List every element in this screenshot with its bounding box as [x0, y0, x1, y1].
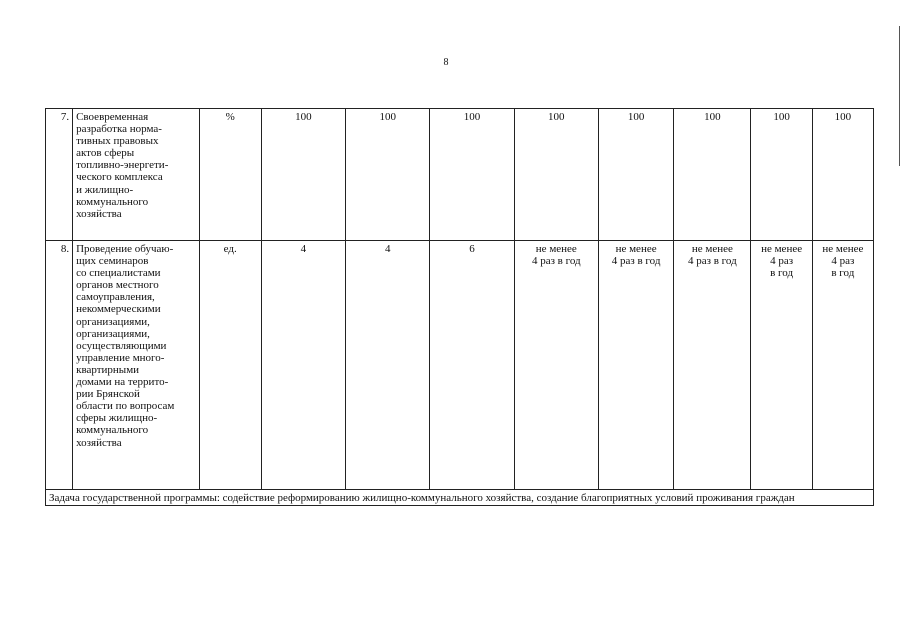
- unit-cell: ед.: [199, 241, 261, 490]
- value-cell: 100: [674, 109, 751, 241]
- value-cell: не менее 4 раз в год: [812, 241, 873, 490]
- unit-cell: %: [199, 109, 261, 241]
- scan-edge-line: [899, 26, 900, 166]
- value-cell: 4: [261, 241, 345, 490]
- table-row: [46, 490, 874, 506]
- value-cell: 100: [346, 109, 430, 241]
- row-number: 8.: [46, 241, 73, 490]
- value-cell: 6: [430, 241, 514, 490]
- indicator-name: Проведение обучаю- щих семинаров со специалистами органов местного самоуправления, некоммерческими организациями, организациями, осуществляющими управление много- квартирными домами на террито- рии Брянской области по вопросам сферы жилищно- коммунального хозяйства: [73, 241, 199, 490]
- indicator-name: Своевременная разработка норма- тивных правовых актов сферы топливно-энергети- ческого комплекса и жилищно- коммунального хозяйства: [73, 109, 199, 241]
- value-cell: не менее 4 раз в год: [674, 241, 751, 490]
- value-cell: 100: [514, 109, 598, 241]
- table-row: [46, 109, 874, 241]
- program-task: Задача государственной программы: содействие реформированию жилищно-коммунального хозяйства, создание благоприятных условий проживания граждан: [46, 490, 874, 506]
- value-cell: 100: [751, 109, 812, 241]
- value-cell: не менее 4 раз в год: [598, 241, 673, 490]
- value-cell: 100: [598, 109, 673, 241]
- indicators-table: [45, 108, 874, 506]
- value-cell: не менее 4 раз в год: [514, 241, 598, 490]
- row-number: 7.: [46, 109, 73, 241]
- table-row: [46, 241, 874, 490]
- value-cell: 100: [261, 109, 345, 241]
- page-number: 8: [443, 57, 449, 68]
- value-cell: 100: [430, 109, 514, 241]
- value-cell: 4: [346, 241, 430, 490]
- value-cell: не менее 4 раз в год: [751, 241, 812, 490]
- value-cell: 100: [812, 109, 873, 241]
